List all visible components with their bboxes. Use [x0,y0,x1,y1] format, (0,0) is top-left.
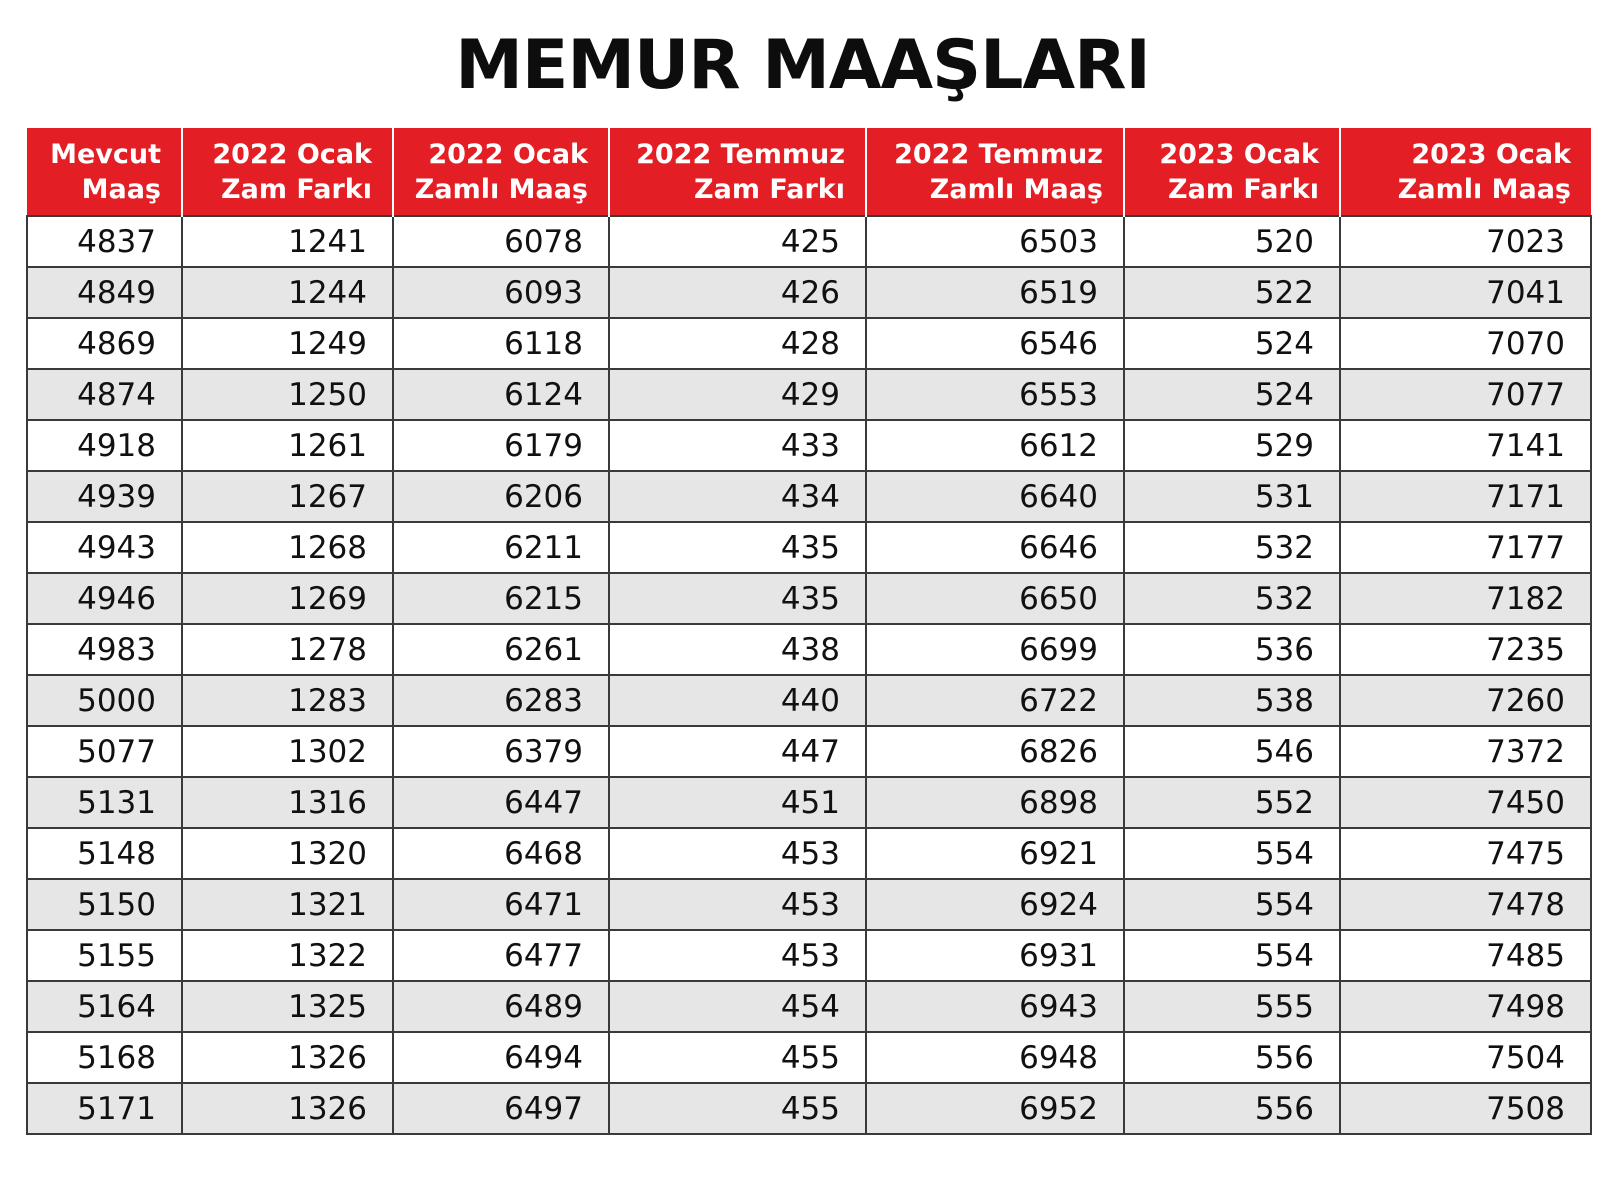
table-cell: 6206 [393,471,609,522]
table-cell: 7235 [1340,624,1591,675]
table-cell: 5150 [27,879,182,930]
table-cell: 6494 [393,1032,609,1083]
table-cell: 5155 [27,930,182,981]
table-cell: 5164 [27,981,182,1032]
table-cell: 440 [609,675,866,726]
table-cell: 6215 [393,573,609,624]
column-header-line: Zam Farkı [1168,173,1319,205]
table-cell: 1269 [182,573,393,624]
table-cell: 7450 [1340,777,1591,828]
column-header-line: Zamlı Maaş [414,173,588,205]
table-cell: 546 [1124,726,1340,777]
table-cell: 1321 [182,879,393,930]
table-cell: 552 [1124,777,1340,828]
col-2022-temmuz-zam-farki-header [609,128,866,216]
column-header-line: 2023 Ocak [1159,138,1319,170]
table-cell: 6898 [866,777,1124,828]
table-cell: 6477 [393,930,609,981]
table-cell: 4849 [27,267,182,318]
table-cell: 6468 [393,828,609,879]
col-2023-ocak-zamli-maas-header [1340,128,1591,216]
table-cell: 6943 [866,981,1124,1032]
table-cell: 554 [1124,879,1340,930]
column-header-line: Zam Farkı [694,173,845,205]
column-header-line: Mevcut [50,138,161,170]
table-cell: 5168 [27,1032,182,1083]
table-cell: 6921 [866,828,1124,879]
page-title: MEMUR MAAŞLARI [455,26,1150,105]
table-cell: 1268 [182,522,393,573]
table-cell: 4918 [27,420,182,471]
table-cell: 6612 [866,420,1124,471]
table-row [27,369,1591,420]
table-row [27,777,1591,828]
table-cell: 6093 [393,267,609,318]
table-cell: 438 [609,624,866,675]
table-cell: 7041 [1340,267,1591,318]
table-cell: 4874 [27,369,182,420]
table-cell: 1261 [182,420,393,471]
table-cell: 529 [1124,420,1340,471]
table-cell: 6952 [866,1083,1124,1134]
table-cell: 453 [609,879,866,930]
table-row [27,573,1591,624]
column-header-line: Maaş [81,173,161,205]
table-cell: 7504 [1340,1032,1591,1083]
table-cell: 556 [1124,1032,1340,1083]
table-cell: 6078 [393,216,609,267]
table-row [27,522,1591,573]
column-header-line: 2022 Temmuz [636,138,845,170]
table-row [27,981,1591,1032]
table-cell: 4943 [27,522,182,573]
table-cell: 7475 [1340,828,1591,879]
column-header-line: 2022 Ocak [428,138,588,170]
table-cell: 425 [609,216,866,267]
table-cell: 434 [609,471,866,522]
table-cell: 6519 [866,267,1124,318]
table-cell: 6379 [393,726,609,777]
table-cell: 6546 [866,318,1124,369]
table-body [27,216,1591,1134]
table-cell: 1241 [182,216,393,267]
col-2023-ocak-zam-farki-header [1124,128,1340,216]
table-cell: 520 [1124,216,1340,267]
table-cell: 6471 [393,879,609,930]
table-row [27,624,1591,675]
table-cell: 1249 [182,318,393,369]
table-cell: 7498 [1340,981,1591,1032]
column-header-line: Zamlı Maaş [929,173,1103,205]
table-cell: 5171 [27,1083,182,1134]
table-header [27,128,1591,216]
table-cell: 435 [609,573,866,624]
table-cell: 6283 [393,675,609,726]
table-cell: 453 [609,828,866,879]
table-cell: 1322 [182,930,393,981]
table-cell: 7171 [1340,471,1591,522]
table-cell: 451 [609,777,866,828]
table-row [27,471,1591,522]
table-cell: 7478 [1340,879,1591,930]
table-cell: 1283 [182,675,393,726]
table-cell: 1278 [182,624,393,675]
table-cell: 6640 [866,471,1124,522]
table-cell: 531 [1124,471,1340,522]
column-header-line: 2022 Temmuz [894,138,1103,170]
col-mevcut-maas-header [27,128,182,216]
table-cell: 5131 [27,777,182,828]
table-cell: 435 [609,522,866,573]
table-cell: 554 [1124,930,1340,981]
table-row [27,1032,1591,1083]
table-cell: 6650 [866,573,1124,624]
table-cell: 532 [1124,522,1340,573]
table-cell: 429 [609,369,866,420]
table-cell: 536 [1124,624,1340,675]
table-cell: 522 [1124,267,1340,318]
col-2022-ocak-zam-farki-header [182,128,393,216]
table-cell: 6447 [393,777,609,828]
table-cell: 4983 [27,624,182,675]
table-row [27,675,1591,726]
table-cell: 7485 [1340,930,1591,981]
table-cell: 6931 [866,930,1124,981]
table-row [27,420,1591,471]
column-header-line: Zam Farkı [221,173,372,205]
table-cell: 532 [1124,573,1340,624]
header-row [27,128,1591,216]
table-row [27,930,1591,981]
table-cell: 6722 [866,675,1124,726]
table-cell: 6489 [393,981,609,1032]
table-cell: 1320 [182,828,393,879]
column-header-line: 2022 Ocak [212,138,372,170]
table-cell: 4869 [27,318,182,369]
table-cell: 4939 [27,471,182,522]
table-cell: 538 [1124,675,1340,726]
table-cell: 6503 [866,216,1124,267]
table-row [27,267,1591,318]
table-cell: 7077 [1340,369,1591,420]
table-row [27,828,1591,879]
table-cell: 6118 [393,318,609,369]
table-cell: 7177 [1340,522,1591,573]
table-cell: 6646 [866,522,1124,573]
table-cell: 7023 [1340,216,1591,267]
table-cell: 7182 [1340,573,1591,624]
table-row [27,318,1591,369]
column-header-line: Zamlı Maaş [1397,173,1571,205]
table-cell: 524 [1124,318,1340,369]
table-cell: 554 [1124,828,1340,879]
table-cell: 556 [1124,1083,1340,1134]
table-cell: 1250 [182,369,393,420]
table-cell: 7508 [1340,1083,1591,1134]
table-cell: 1302 [182,726,393,777]
table-cell: 6699 [866,624,1124,675]
table-cell: 6553 [866,369,1124,420]
table-cell: 5077 [27,726,182,777]
table-cell: 4837 [27,216,182,267]
table-row [27,726,1591,777]
column-header-line: 2023 Ocak [1411,138,1571,170]
table-cell: 447 [609,726,866,777]
col-2022-ocak-zamli-maas-header [393,128,609,216]
table-cell: 6497 [393,1083,609,1134]
table-cell: 1325 [182,981,393,1032]
table-cell: 6124 [393,369,609,420]
table-cell: 7372 [1340,726,1591,777]
table-cell: 6211 [393,522,609,573]
table-cell: 1316 [182,777,393,828]
table-cell: 7260 [1340,675,1591,726]
table-cell: 1267 [182,471,393,522]
table-cell: 6826 [866,726,1124,777]
table-cell: 1326 [182,1083,393,1134]
table-cell: 6261 [393,624,609,675]
table-cell: 1326 [182,1032,393,1083]
table-cell: 6948 [866,1032,1124,1083]
table-cell: 5000 [27,675,182,726]
table-cell: 455 [609,1032,866,1083]
salary-table [26,128,1592,1135]
table-cell: 555 [1124,981,1340,1032]
table-cell: 6179 [393,420,609,471]
table-cell: 428 [609,318,866,369]
table-cell: 454 [609,981,866,1032]
table-cell: 6924 [866,879,1124,930]
table-cell: 453 [609,930,866,981]
table-cell: 7141 [1340,420,1591,471]
table-row [27,1083,1591,1134]
table-cell: 1244 [182,267,393,318]
table-cell: 426 [609,267,866,318]
table-row [27,216,1591,267]
table-cell: 433 [609,420,866,471]
table-row [27,879,1591,930]
table-cell: 4946 [27,573,182,624]
table-cell: 7070 [1340,318,1591,369]
table-cell: 524 [1124,369,1340,420]
table-cell: 455 [609,1083,866,1134]
col-2022-temmuz-zamli-maas-header [866,128,1124,216]
table-cell: 5148 [27,828,182,879]
